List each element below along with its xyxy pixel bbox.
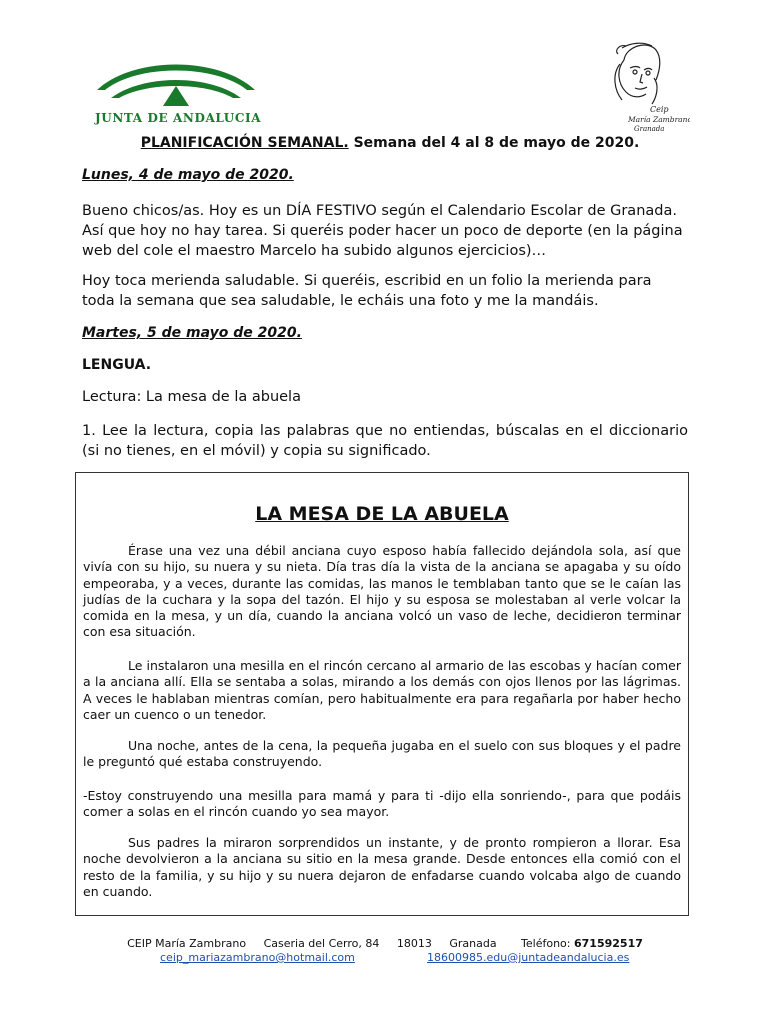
footer-address-text: CEIP María Zambrano Caseria del Cerro, 84 18013 Granada Teléfono:	[127, 937, 574, 950]
woman-portrait-sketch-icon	[604, 40, 690, 136]
story-paragraph-5: Sus padres la miraron sorprendidos un instante, y de pronto rompieron a llorar. Esa noche devolvieron a la anciana su sitio en la mesa grande. Desde entonces ella comió con el resto de la familia, y su hijo y su nuera dejaron de enfadarse cuando volcaba algo de cuando en cuando.	[83, 835, 681, 899]
subject-heading: LENGUA.	[82, 357, 152, 373]
junta-de-andalucia-logo	[93, 60, 262, 132]
page-title-rest: Semana del 4 al 8 de mayo de 2020.	[348, 135, 640, 151]
monday-paragraph-1: Bueno chicos/as. Hoy es un DÍA FESTIVO según el Calendario Escolar de Granada. Así que hoy no hay tarea. Si queréis poder hacer un poco de deporte (en la página web del cole el maestro Marcelo ha subido algunos ejercicios)…	[82, 203, 683, 259]
tuesday-heading: Martes, 5 de mayo de 2020.	[82, 325, 302, 341]
footer-email-junta-link[interactable]: 18600985.edu@juntadeandalucia.es	[427, 951, 630, 964]
reading-label: Lectura: La mesa de la abuela	[82, 389, 301, 405]
story-paragraph-2: Le instalaron una mesilla en el rincón cercano al armario de las escobas y hacían comer a la anciana allí. Ella se sentaba a solas, mirando a los demás con ojos llenos por las lágrimas. A veces le hablaban mientras comían, pero habitualmente era para regañarla por haber hecho caer un cuenco o un tenedor.	[83, 658, 681, 722]
story-paragraph-4: -Estoy construyendo una mesilla para mamá y para ti -dijo ella sonriendo-, para que podáis comer a solas en el rincón cuando yo sea mayor.	[83, 788, 681, 820]
junta-arc-emblem-icon	[93, 60, 259, 112]
footer-address	[0, 937, 770, 950]
footer-phone: 671592517	[574, 937, 643, 950]
story-title: LA MESA DE LA ABUELA	[255, 503, 509, 525]
school-logo-city: Granada	[634, 125, 665, 133]
task-1: 1. Lee la lectura, copia las palabras que no entiendas, búscalas en el diccionario (si no tienes, en el móvil) y copia su significado.	[82, 423, 688, 459]
page-title-underlined: PLANIFICACIÓN SEMANAL.	[140, 135, 349, 151]
monday-paragraph-2: Hoy toca merienda saludable. Si queréis, escribid en un folio la merienda para toda la semana que sea saludable, le echáis una foto y me la mandáis.	[82, 273, 652, 309]
monday-heading: Lunes, 4 de mayo de 2020.	[82, 167, 294, 183]
footer-email-hotmail-link[interactable]: ceip_mariazambrano@hotmail.com	[160, 951, 355, 964]
story-paragraph-3: Una noche, antes de la cena, la pequeña jugaba en el suelo con sus bloques y el padre le preguntó qué estaba construyendo.	[83, 738, 681, 770]
junta-logo-text: JUNTA DE ANDALUCIA	[95, 111, 262, 125]
school-logo	[604, 40, 690, 136]
page-title	[140, 135, 640, 151]
story-box	[75, 472, 689, 916]
story-paragraph-1: Érase una vez una débil anciana cuyo esposo había fallecido dejándola sola, así que vivía con su hijo, su nuera y su nieta. Día tras día la vista de la anciana se apagaba y su oído empeoraba, y a veces, durante las comidas, las manos le temblaban tanto que se le caían las judías de la cuchara y la sopa del tazón. El hijo y su esposa se molestaban al verle volcar la comida en la mesa, y un día, cuando la anciana volcó un vaso de leche, decidieron terminar con esa situación.	[83, 543, 681, 640]
school-logo-ceip: Ceip	[650, 105, 669, 114]
school-logo-name: María Zambrano	[628, 115, 690, 124]
